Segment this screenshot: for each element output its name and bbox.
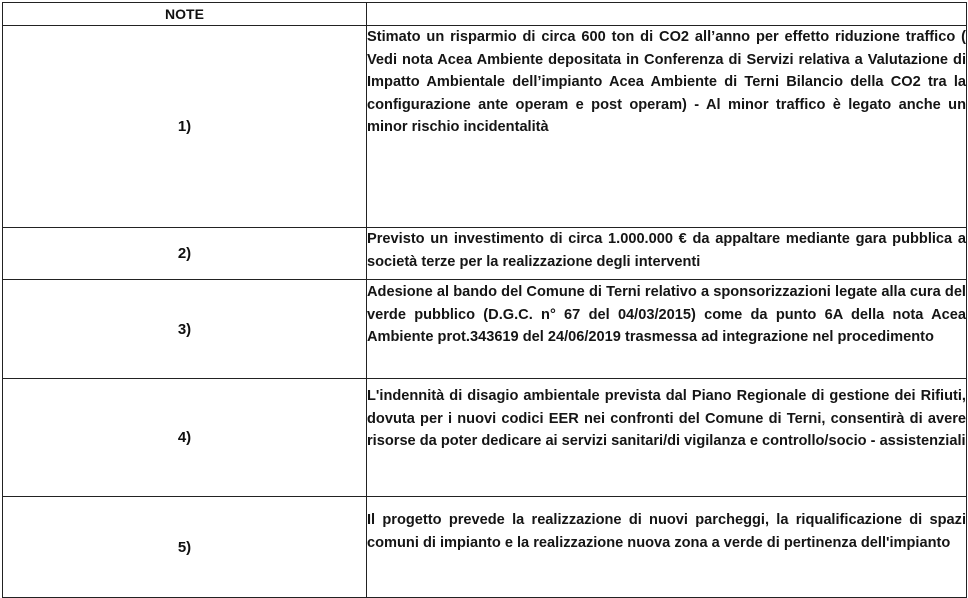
- note-number: 1): [3, 26, 367, 228]
- table-row: [3, 26, 967, 228]
- table-row: [3, 379, 967, 497]
- note-number: 5): [3, 497, 367, 598]
- note-number: 3): [3, 280, 367, 379]
- note-column-header: NOTE: [3, 3, 367, 26]
- note-number: 4): [3, 379, 367, 497]
- table-row: [3, 280, 967, 379]
- notes-table: [2, 2, 967, 598]
- note-text: Stimato un risparmio di circa 600 ton di CO2 all’anno per effetto riduzione traffico ( Vedi nota Acea Ambiente depositata in Conferenza di Servizi relativa a Valutazione di Impatto Ambientale dell’impianto Acea Ambiente di Terni Bilancio della CO2 tra la configurazione ante operam e post operam) - Al minor traffico è legato anche un minor rischio incidentalità: [367, 26, 967, 228]
- note-text: Adesione al bando del Comune di Terni relativo a sponsorizzazioni legate alla cura del verde pubblico (D.G.C. n° 67 del 04/03/2015) come da punto 6A della nota Acea Ambiente prot.343619 del 24/06/2019 trasmessa ad integrazione nel procedimento: [367, 280, 967, 379]
- note-text: Il progetto prevede la realizzazione di nuovi parcheggi, la riqualificazione di spazi comuni di impianto e la realizzazione nuova zona a verde di pertinenza dell'impianto: [367, 497, 967, 598]
- table-header-row: [3, 3, 967, 26]
- table-row: [3, 497, 967, 598]
- note-text: Previsto un investimento di circa 1.000.000 € da appaltare mediante gara pubblica a società terze per la realizzazione degli interventi: [367, 228, 967, 280]
- note-number: 2): [3, 228, 367, 280]
- description-column-header: [367, 3, 967, 26]
- table-row: [3, 228, 967, 280]
- note-text: L'indennità di disagio ambientale prevista dal Piano Regionale di gestione dei Rifiuti, dovuta per i nuovi codici EER nei confronti del Comune di Terni, consentirà di avere risorse da poter dedicare ai servizi sanitari/di vigilanza e controllo/socio - assistenziali: [367, 379, 967, 497]
